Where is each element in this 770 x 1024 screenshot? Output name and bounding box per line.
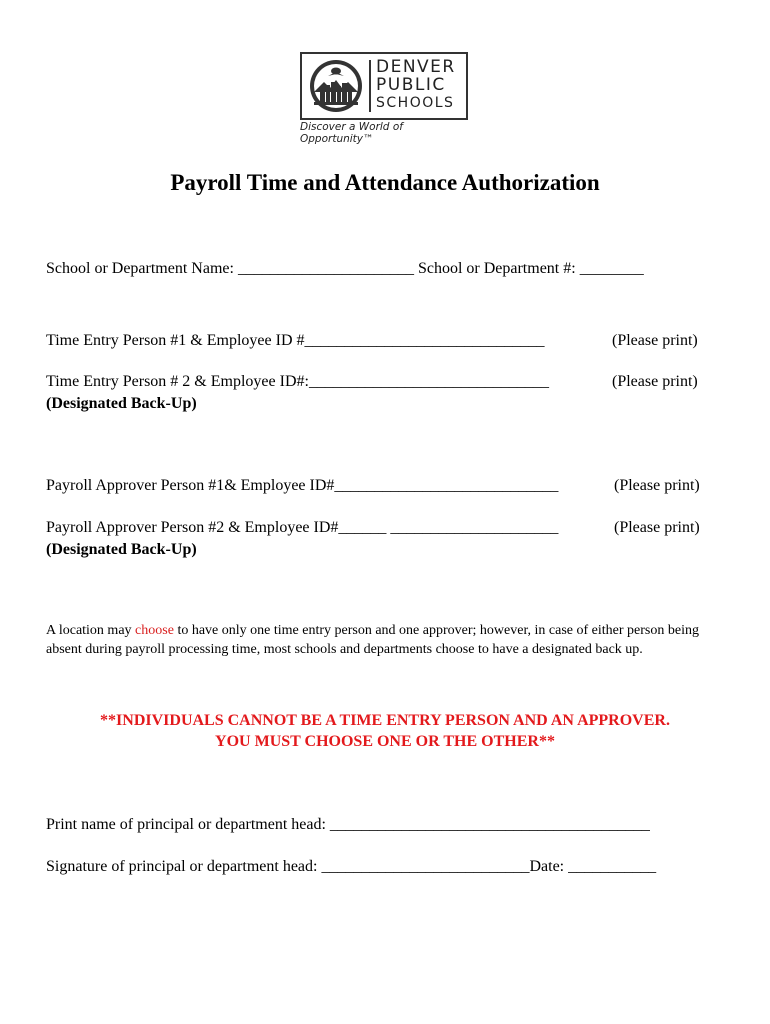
city-skyline-emblem-icon: [308, 58, 364, 114]
paragraph-text-before: A location may: [46, 623, 136, 638]
time-entry-person-2-field[interactable]: Time Entry Person # 2 & Employee ID#:______________________________: [46, 373, 549, 390]
approver-person-2-backup-label: (Designated Back-Up): [46, 541, 197, 558]
approver-person-2-note: (Please print): [614, 519, 700, 536]
warning-line-2: YOU MUST CHOOSE ONE OR THE OTHER**: [215, 733, 555, 750]
logo-text-line2: PUBLIC: [376, 75, 446, 95]
instructions-paragraph: [46, 622, 726, 659]
logo-text-line1: DENVER: [376, 57, 456, 77]
logo-divider: [369, 60, 371, 112]
page-title: Payroll Time and Attendance Authorization: [170, 170, 600, 195]
time-entry-person-2-note: (Please print): [612, 373, 698, 390]
time-entry-person-1-field[interactable]: Time Entry Person #1 & Employee ID #______________________________: [46, 332, 545, 349]
district-logo: [300, 52, 468, 120]
approver-person-2-field[interactable]: Payroll Approver Person #2 & Employee ID#______ _____________________: [46, 519, 559, 536]
warning-line-1: **INDIVIDUALS CANNOT BE A TIME ENTRY PERSON AND AN APPROVER.: [100, 712, 670, 729]
school-department-field[interactable]: School or Department Name: ______________________ School or Department #: ________: [46, 260, 644, 277]
approver-person-1-field[interactable]: Payroll Approver Person #1& Employee ID#____________________________: [46, 477, 559, 494]
principal-signature-date-field[interactable]: Signature of principal or department head: __________________________Date: ___________: [46, 858, 657, 875]
time-entry-person-1-note: (Please print): [612, 332, 698, 349]
logo-text-line3: SCHOOLS: [376, 95, 455, 111]
paragraph-text-after: to have only one time entry person and one approver; however, in case of either person being absent during payroll processing time, most schools and departments choose to have a designated back up.: [46, 623, 699, 657]
approver-person-1-note: (Please print): [614, 477, 700, 494]
paragraph-highlight: choose: [135, 623, 174, 638]
principal-print-name-field[interactable]: Print name of principal or department head: ________________________________________: [46, 816, 650, 833]
time-entry-person-2-backup-label: (Designated Back-Up): [46, 395, 197, 412]
logo-tagline: Discover a World of Opportunity™: [300, 121, 403, 145]
